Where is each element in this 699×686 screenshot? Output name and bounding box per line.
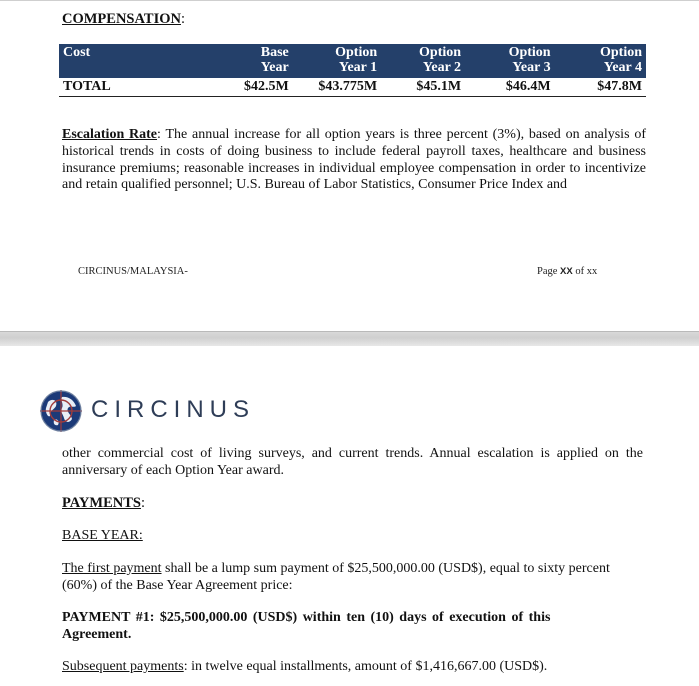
col-header-option-year-2-text: Option Year 2 xyxy=(419,45,462,75)
col-header-option-year-2 xyxy=(381,44,465,78)
table-row xyxy=(59,78,646,97)
cost-table xyxy=(59,44,646,97)
subsequent-payments-text: : in twelve equal installments, amount of $1,416,667.00 (USD$). xyxy=(183,659,548,674)
continued-escalation-paragraph: other commercial cost of living surveys, and current trends. Annual escalation is applied on the anniversary of each Option Year award. xyxy=(62,446,643,478)
payments-title: PAYMENTS xyxy=(62,495,141,511)
cell-option-year-2: $45.1M xyxy=(416,79,462,94)
cost-table-header-row xyxy=(59,44,646,78)
col-header-option-year-1-text: Option Year 1 xyxy=(335,45,378,75)
subsequent-payments-paragraph xyxy=(62,659,646,676)
document-page-1 xyxy=(0,0,699,332)
circinus-logo-text: CIRCINUS xyxy=(91,396,256,423)
payments-colon: : xyxy=(140,495,145,511)
col-header-option-year-3 xyxy=(465,44,555,78)
first-payment-label: The first payment xyxy=(62,561,162,576)
compensation-colon: : xyxy=(180,11,185,27)
subsequent-payments-label: Subsequent payments xyxy=(62,659,184,674)
circinus-globe-logo-icon xyxy=(38,388,84,434)
cell-option-year-3: $46.4M xyxy=(505,79,551,94)
col-header-option-year-1 xyxy=(293,44,381,78)
col-header-cost: Cost xyxy=(59,44,215,78)
footer-page-suffix: of xx xyxy=(572,266,598,277)
footer-page-xx: XX xyxy=(560,266,573,277)
base-year-heading: BASE YEAR: xyxy=(62,528,143,543)
col-header-option-year-4-text: Option Year 4 xyxy=(599,45,642,75)
col-header-base-year xyxy=(215,44,293,78)
escalation-text: : The annual increase for all option years is three percent (3%), based on analysis of historical trends in costs of doing business to include federal payroll taxes, healthcare and business insurance premiums; reasonable increases in individual employee compensation in order to incentivize and retain qualified personnel; U.S. Bureau of Labor Statistics, Consumer Price Index and xyxy=(62,127,646,193)
footer-page-number xyxy=(537,266,597,277)
footer-page-prefix: Page xyxy=(537,266,561,277)
cell-base-year: $42.5M xyxy=(244,79,289,94)
payments-heading xyxy=(62,495,145,512)
first-payment-paragraph xyxy=(62,561,614,595)
payment-1-paragraph: PAYMENT #1: $25,500,000.00 (USD$) within ten (10) days of execution of this Agreement. xyxy=(62,610,551,642)
col-header-base-year-text: Base Year xyxy=(260,45,289,75)
escalation-paragraph xyxy=(62,127,646,194)
footer-document-id: CIRCINUS/MALAYSIA- xyxy=(78,266,188,277)
row-label-total: TOTAL xyxy=(63,79,111,94)
compensation-title: COMPENSATION xyxy=(62,11,181,27)
compensation-heading xyxy=(62,11,185,28)
col-header-option-year-4 xyxy=(555,44,646,78)
cell-option-year-4: $47.8M xyxy=(597,79,642,94)
document-page-2 xyxy=(0,346,699,686)
page-separator xyxy=(0,331,699,347)
first-payment-text: shall be a lump sum payment of $25,500,000.00 (USD$), equal to sixty percent (60%) of the Base Year Agreement price: xyxy=(62,561,610,593)
cell-option-year-1: $43.775M xyxy=(318,79,378,94)
escalation-label: Escalation Rate xyxy=(62,127,158,142)
col-header-option-year-3-text: Option Year 3 xyxy=(508,45,551,75)
